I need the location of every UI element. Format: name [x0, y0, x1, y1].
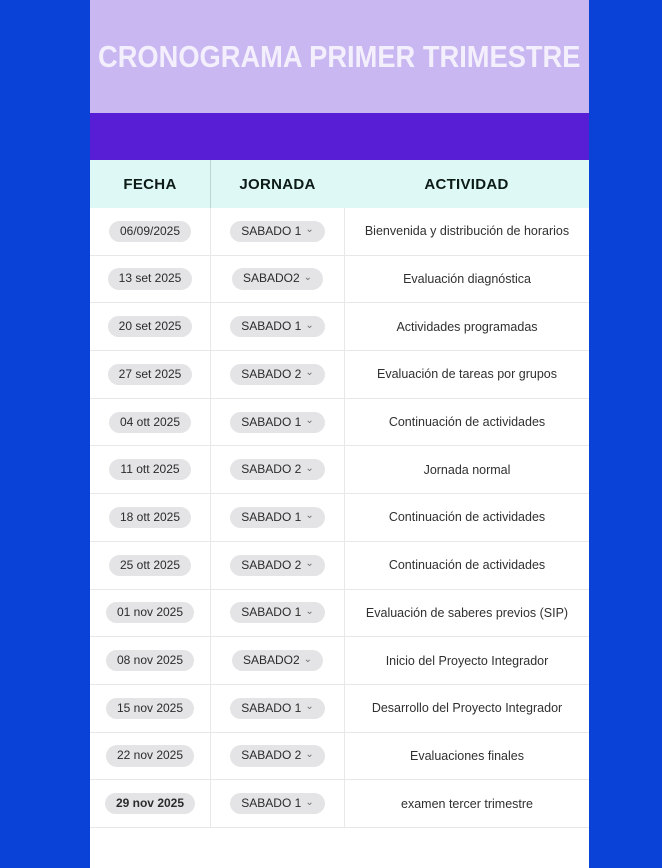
- jornada-dropdown-label: SABADO 1: [241, 414, 302, 429]
- jornada-dropdown[interactable]: [230, 602, 324, 623]
- fecha-cell: [90, 685, 210, 732]
- table-row: [90, 685, 589, 733]
- date-chip[interactable]: [108, 364, 193, 385]
- jornada-dropdown[interactable]: [230, 316, 324, 337]
- jornada-cell: [210, 590, 344, 637]
- date-chip-label: 29 nov 2025: [115, 796, 185, 810]
- activity-label: Actividades programadas: [396, 319, 538, 334]
- date-chip[interactable]: [108, 268, 193, 289]
- activity-label: Continuación de actividades: [388, 510, 546, 525]
- fecha-cell: [90, 351, 210, 398]
- chevron-down-icon: ⌄: [305, 462, 314, 474]
- date-chip[interactable]: [108, 316, 193, 337]
- jornada-dropdown[interactable]: [230, 221, 324, 242]
- date-chip[interactable]: [106, 745, 194, 766]
- activity-label: Evaluación de tareas por grupos: [377, 367, 557, 382]
- date-chip[interactable]: [105, 793, 195, 814]
- chevron-down-icon: ⌄: [305, 748, 314, 760]
- jornada-dropdown[interactable]: [230, 745, 324, 766]
- date-chip-label: 08 nov 2025: [116, 652, 184, 667]
- actividad-cell: [344, 685, 589, 732]
- actividad-cell: [344, 542, 589, 589]
- actividad-cell: [344, 303, 589, 350]
- jornada-dropdown-label: SABADO 1: [241, 223, 302, 238]
- table-row: [90, 542, 589, 590]
- activity-label: Inicio del Proyecto Integrador: [385, 653, 549, 668]
- jornada-dropdown[interactable]: [230, 412, 324, 433]
- jornada-dropdown-label: SABADO 2: [241, 748, 302, 763]
- activity-label: Desarrollo del Proyecto Integrador: [371, 701, 563, 716]
- jornada-dropdown[interactable]: [232, 650, 323, 671]
- chevron-down-icon: ⌄: [303, 653, 313, 665]
- jornada-cell: [210, 637, 344, 684]
- table-row: [90, 208, 589, 256]
- jornada-cell: [210, 303, 344, 350]
- date-chip-label: 11 ott 2025: [120, 462, 180, 477]
- actividad-cell: [344, 494, 589, 541]
- chevron-down-icon: ⌄: [305, 319, 314, 331]
- fecha-cell: [90, 780, 210, 827]
- jornada-dropdown-label: SABADO 2: [241, 462, 302, 477]
- jornada-cell: [210, 256, 344, 303]
- jornada-cell: [210, 685, 344, 732]
- fecha-cell: [90, 303, 210, 350]
- jornada-cell: [210, 351, 344, 398]
- chevron-down-icon: ⌄: [305, 796, 314, 808]
- activity-label: Evaluación de saberes previos (SIP): [365, 605, 569, 620]
- jornada-dropdown[interactable]: [230, 793, 324, 814]
- fecha-cell: [90, 494, 210, 541]
- schedule-panel: [90, 0, 589, 868]
- jornada-cell: [210, 542, 344, 589]
- jornada-dropdown[interactable]: [230, 507, 324, 528]
- fecha-cell: [90, 590, 210, 637]
- table-row: [90, 303, 589, 351]
- jornada-cell: [210, 208, 344, 255]
- table-row: [90, 637, 589, 685]
- chevron-down-icon: ⌄: [305, 701, 314, 713]
- jornada-cell: [210, 733, 344, 780]
- date-chip-label: 20 set 2025: [118, 319, 182, 334]
- table-body: [90, 208, 589, 828]
- table-row: [90, 446, 589, 494]
- table-row: [90, 590, 589, 638]
- actividad-cell: [344, 399, 589, 446]
- date-chip-label: 01 nov 2025: [116, 605, 184, 620]
- date-chip[interactable]: [109, 507, 191, 528]
- date-chip-label: 06/09/2025: [119, 223, 181, 238]
- chevron-down-icon: ⌄: [303, 272, 313, 284]
- fecha-cell: [90, 637, 210, 684]
- chevron-down-icon: ⌄: [305, 558, 314, 570]
- chevron-down-icon: ⌄: [305, 415, 314, 427]
- fecha-cell: [90, 399, 210, 446]
- jornada-dropdown-label: SABADO 2: [241, 557, 302, 572]
- jornada-dropdown-label: SABADO 1: [241, 700, 302, 715]
- jornada-dropdown-label: SABADO 1: [241, 319, 302, 334]
- date-chip-label: 13 set 2025: [118, 271, 182, 286]
- jornada-dropdown-label: SABADO 1: [241, 796, 302, 810]
- date-chip-label: 18 ott 2025: [119, 509, 181, 524]
- date-chip-label: 27 set 2025: [118, 366, 182, 381]
- fecha-cell: [90, 446, 210, 493]
- date-chip-label: 22 nov 2025: [116, 748, 184, 763]
- jornada-cell: [210, 780, 344, 827]
- jornada-dropdown[interactable]: [230, 698, 324, 719]
- date-chip[interactable]: [109, 221, 191, 242]
- date-chip[interactable]: [106, 698, 194, 719]
- table-row: [90, 351, 589, 399]
- actividad-cell: [344, 590, 589, 637]
- date-chip-label: 04 ott 2025: [119, 414, 181, 429]
- column-header-fecha: FECHA: [123, 175, 177, 193]
- date-chip[interactable]: [109, 459, 190, 480]
- title-banner: [90, 0, 589, 113]
- activity-label: Continuación de actividades: [388, 415, 546, 430]
- fecha-cell: [90, 256, 210, 303]
- actividad-cell: [344, 446, 589, 493]
- chevron-down-icon: ⌄: [305, 605, 314, 617]
- activity-label: Continuación de actividades: [388, 558, 546, 573]
- column-header-jornada: JORNADA: [210, 160, 344, 208]
- table-row: [90, 733, 589, 781]
- chevron-down-icon: ⌄: [305, 367, 314, 379]
- date-chip[interactable]: [109, 555, 191, 576]
- activity-label: Jornada normal: [423, 462, 511, 477]
- activity-label: Evaluaciones finales: [410, 748, 524, 763]
- jornada-dropdown[interactable]: [230, 459, 324, 480]
- actividad-cell: [344, 351, 589, 398]
- activity-label: examen tercer trimestre: [401, 796, 533, 811]
- table-row: [90, 399, 589, 447]
- jornada-dropdown[interactable]: [230, 555, 324, 576]
- jornada-cell: [210, 446, 344, 493]
- chevron-down-icon: ⌄: [305, 510, 314, 522]
- date-chip-label: 25 ott 2025: [119, 557, 181, 572]
- fecha-cell: [90, 542, 210, 589]
- bottom-filler: [90, 828, 589, 868]
- table-header-row: [90, 160, 589, 208]
- jornada-dropdown[interactable]: [230, 364, 324, 385]
- fecha-cell: [90, 733, 210, 780]
- jornada-dropdown-label: SABADO2: [242, 271, 300, 286]
- violet-divider-band: [90, 113, 589, 160]
- page-title: CRONOGRAMA PRIMER TRIMESTRE: [98, 38, 581, 74]
- jornada-dropdown[interactable]: [232, 268, 323, 289]
- table-row: [90, 256, 589, 304]
- actividad-cell: [344, 780, 589, 827]
- jornada-dropdown-label: SABADO 1: [241, 605, 302, 620]
- activity-label: Bienvenida y distribución de horarios: [364, 224, 570, 239]
- actividad-cell: [344, 637, 589, 684]
- jornada-dropdown-label: SABADO 2: [241, 366, 302, 381]
- actividad-cell: [344, 733, 589, 780]
- jornada-cell: [210, 494, 344, 541]
- actividad-cell: [344, 256, 589, 303]
- actividad-cell: [344, 208, 589, 255]
- jornada-cell: [210, 399, 344, 446]
- date-chip[interactable]: [109, 412, 191, 433]
- jornada-dropdown-label: SABADO 1: [241, 509, 302, 524]
- fecha-cell: [90, 208, 210, 255]
- activity-label: Evaluación diagnóstica: [403, 272, 531, 287]
- column-header-actividad: ACTIVIDAD: [424, 175, 509, 193]
- jornada-dropdown-label: SABADO2: [242, 652, 300, 667]
- date-chip[interactable]: [106, 650, 194, 671]
- date-chip-label: 15 nov 2025: [116, 700, 184, 715]
- table-row: [90, 780, 589, 828]
- chevron-down-icon: ⌄: [305, 224, 314, 236]
- table-row: [90, 494, 589, 542]
- date-chip[interactable]: [106, 602, 194, 623]
